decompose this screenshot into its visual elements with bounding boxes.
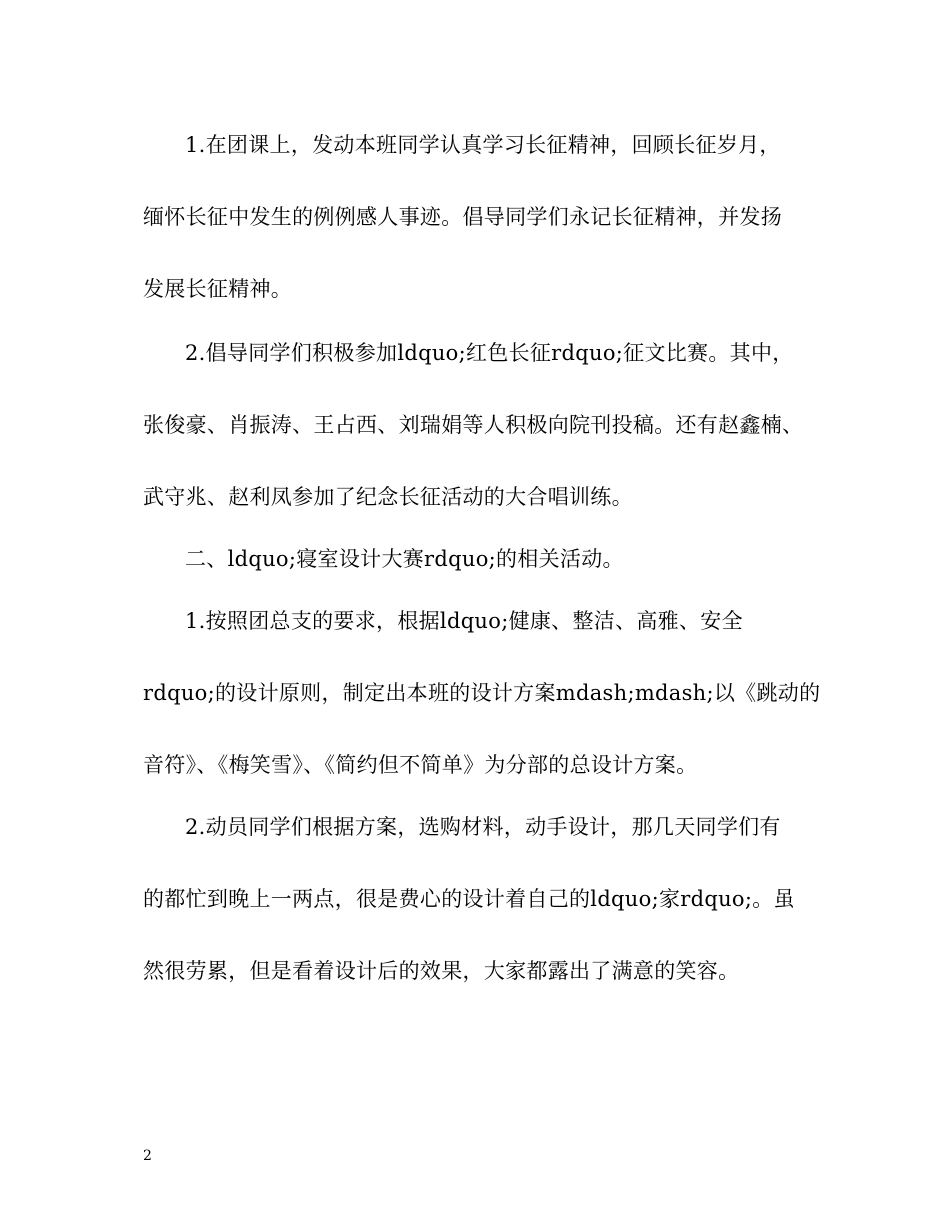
paragraph-line: 发展长征精神。 bbox=[143, 277, 293, 301]
paragraph-line: 2.动员同学们根据方案，选购材料，动手设计，那几天同学们有 bbox=[185, 815, 781, 839]
page-number: 2 bbox=[143, 1148, 152, 1164]
paragraph-line: rdquo;的设计原则，制定出本班的设计方案mdash;mdash;以《跳动的 bbox=[143, 681, 821, 705]
section-heading: 二、ldquo;寝室设计大赛rdquo;的相关活动。 bbox=[185, 547, 624, 571]
paragraph-line: 然很劳累，但是看着设计后的效果，大家都露出了满意的笑容。 bbox=[143, 959, 740, 983]
paragraph-line: 音符》、《梅笑雪》、《简约但不简单》为分部的总设计方案。 bbox=[143, 753, 698, 777]
paragraph-line: 的都忙到晚上一两点，很是费心的设计着自己的ldquo;家rdquo;。虽 bbox=[143, 887, 795, 911]
paragraph-line: 缅怀长征中发生的例例感人事迹。倡导同学们永记长征精神，并发扬 bbox=[143, 205, 782, 229]
paragraph-line: 1.按照团总支的要求，根据ldquo;健康、整洁、高雅、安全 bbox=[185, 609, 743, 633]
paragraph-line: 武守兆、赵利凤参加了纪念长征活动的大合唱训练。 bbox=[143, 485, 633, 509]
paragraph-line: 张俊豪、肖振涛、王占西、刘瑞娟等人积极向院刊投稿。还有赵鑫楠、 bbox=[143, 413, 804, 437]
paragraph-line: 2.倡导同学们积极参加ldquo;红色长征rdquo;征文比赛。其中， bbox=[185, 341, 794, 365]
paragraph-line: 1.在团课上，发动本班同学认真学习长征精神，回顾长征岁月， bbox=[185, 133, 781, 157]
